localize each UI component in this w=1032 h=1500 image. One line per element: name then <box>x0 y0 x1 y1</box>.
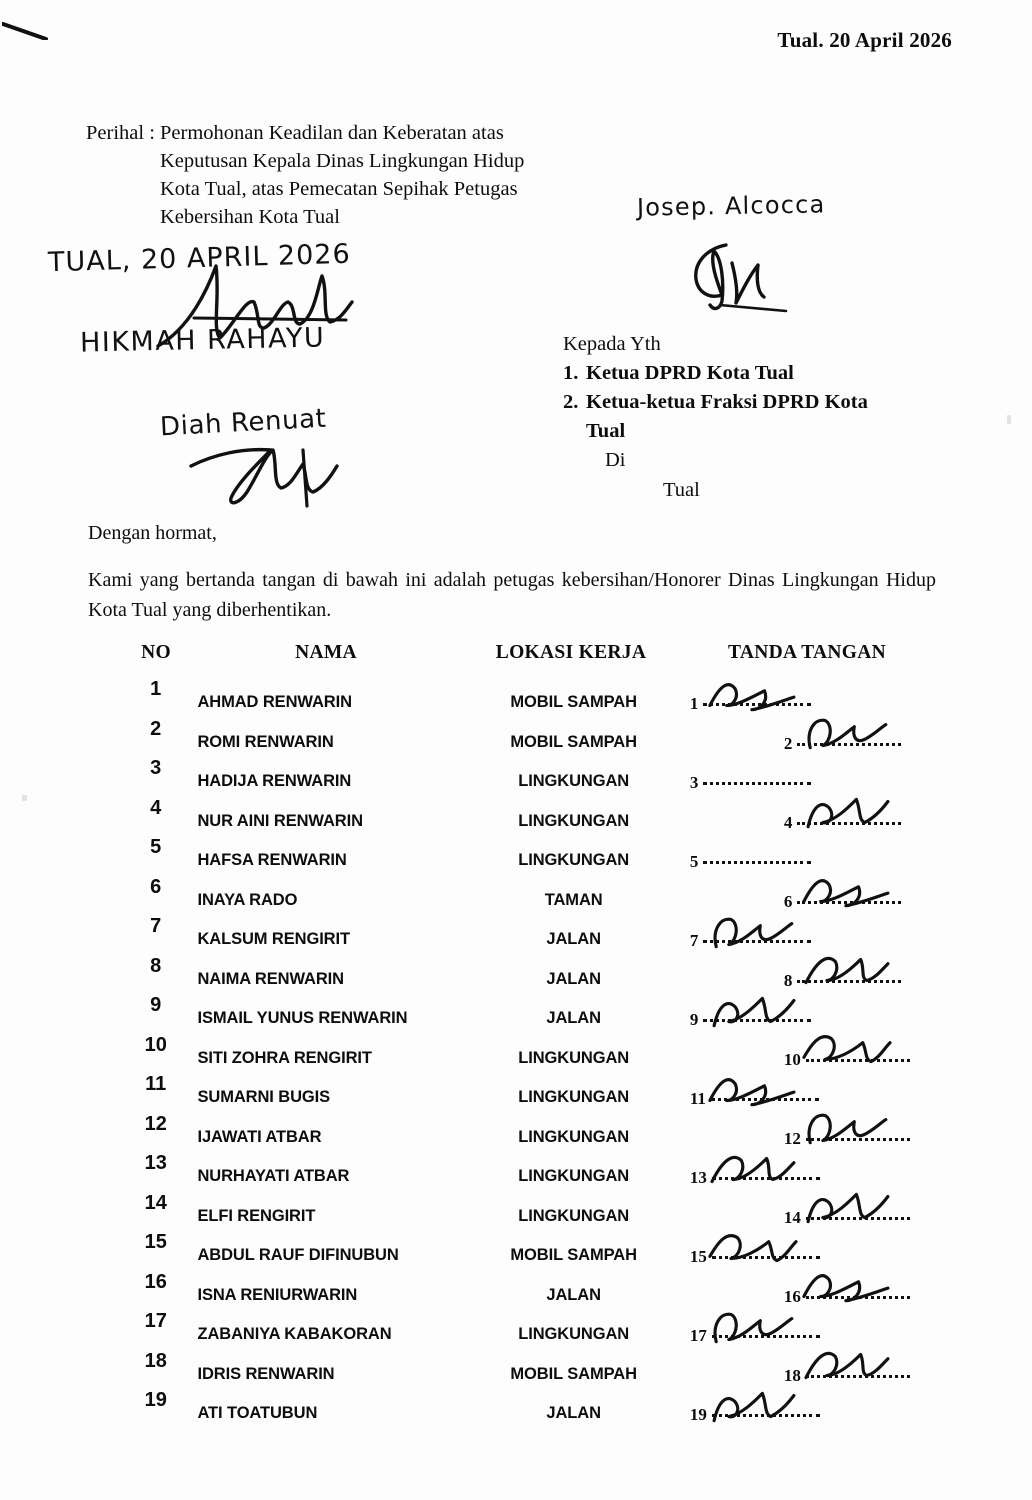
signature-line-number: 6 <box>783 891 793 911</box>
row-name: SITI ZOHRA RENGIRIT <box>197 1048 372 1067</box>
row-signature-cell[interactable] <box>684 757 932 797</box>
signature-line <box>690 1168 820 1188</box>
signature-dotted-line <box>703 859 811 864</box>
signature-line <box>690 1247 820 1267</box>
row-number: 16 <box>144 1270 167 1293</box>
table-row <box>120 915 932 955</box>
signature-line <box>784 892 902 912</box>
signature-line <box>784 1287 910 1307</box>
addressee-list <box>563 359 901 446</box>
addressee-item-label: Ketua-ketua Fraksi DPRD Kota Tual <box>586 391 868 443</box>
row-name: ELFI RENGIRIT <box>197 1206 316 1225</box>
signature-line <box>784 1129 910 1149</box>
signature-dotted-line <box>711 1096 819 1101</box>
scan-speck <box>1007 415 1011 424</box>
row-name: IDRIS RENWARIN <box>197 1364 335 1383</box>
row-signature-cell[interactable] <box>684 1231 932 1271</box>
row-signature-cell[interactable] <box>684 1389 932 1429</box>
row-number: 1 <box>150 678 162 700</box>
row-number: 12 <box>144 1112 167 1135</box>
scan-speck <box>22 795 27 801</box>
table-row <box>120 678 932 718</box>
signature-line <box>690 1010 812 1030</box>
row-name: HADIJA RENWARIN <box>197 772 352 790</box>
row-number: 5 <box>150 836 162 858</box>
addressee-di: Di <box>605 449 626 472</box>
row-name: NURHAYATI ATBAR <box>197 1167 350 1185</box>
signature-dotted-line <box>712 1175 820 1180</box>
body-paragraph: Kami yang bertanda tangan di bawah ini adalah petugas kebersihan/Honorer Dinas Lingkungan Hidup Kota Tual yang diberhentikan. <box>88 569 936 621</box>
row-signature-cell[interactable] <box>684 797 932 837</box>
table-row <box>120 955 932 995</box>
row-number: 6 <box>150 875 162 898</box>
table-body <box>120 678 932 1429</box>
signature-line-number: 12 <box>783 1128 801 1148</box>
perihal-line: Keputusan Kepala Dinas Lingkungan Hidup <box>160 149 525 172</box>
addressee-item-number: 1. <box>563 362 579 385</box>
signature-line <box>690 1405 820 1425</box>
table-row <box>120 876 932 916</box>
row-work-location: JALAN <box>546 1009 601 1027</box>
row-work-location: MOBIL SAMPAH <box>510 1364 637 1383</box>
table-row <box>120 1271 932 1311</box>
row-signature-cell[interactable] <box>684 1192 932 1232</box>
handwritten-name-hikmah: HIKMAH RAHAYU <box>79 322 326 359</box>
table-row <box>120 1350 932 1390</box>
row-name: ATI TOATUBUN <box>197 1404 318 1422</box>
row-number: 3 <box>150 757 162 779</box>
corner-pen-stroke-icon <box>2 22 50 40</box>
perihal-label: Perihal : <box>86 122 155 144</box>
row-signature-cell[interactable] <box>684 1350 932 1390</box>
row-number: 2 <box>150 717 162 740</box>
row-work-location: JALAN <box>546 1285 601 1304</box>
row-work-location: LINGKUNGAN <box>518 1325 630 1343</box>
table-row <box>120 718 932 758</box>
row-signature-cell[interactable] <box>684 1310 932 1350</box>
row-number: 11 <box>145 1073 167 1095</box>
row-work-location: MOBIL SAMPAH <box>510 732 637 751</box>
row-signature-cell[interactable] <box>684 955 932 995</box>
row-name: NAIMA RENWARIN <box>197 969 344 988</box>
signature-line <box>784 1208 910 1228</box>
row-number: 15 <box>144 1231 167 1253</box>
table-row <box>120 1389 932 1429</box>
table-row <box>120 1113 932 1153</box>
row-signature-cell[interactable] <box>684 1271 932 1311</box>
table-row <box>120 1231 932 1271</box>
row-work-location: MOBIL SAMPAH <box>510 693 637 711</box>
row-signature-cell[interactable] <box>684 876 932 916</box>
row-name: AHMAD RENWARIN <box>197 693 352 711</box>
row-work-location: LINGKUNGAN <box>518 811 630 830</box>
signature-line-number: 7 <box>689 931 699 950</box>
signature-line <box>690 931 812 951</box>
signature-dotted-line <box>703 1017 811 1022</box>
addressee-block <box>563 330 901 505</box>
row-work-location: JALAN <box>546 969 601 988</box>
signature-line-number: 4 <box>783 812 793 832</box>
signature-line-number: 3 <box>689 773 699 792</box>
row-signature-cell[interactable] <box>684 678 932 718</box>
signature-line <box>690 852 812 872</box>
row-name: ZABANIYA KABAKORAN <box>197 1325 392 1343</box>
addressee-item <box>563 388 901 446</box>
signature-line <box>690 1326 820 1346</box>
row-work-location: MOBIL SAMPAH <box>510 1246 637 1264</box>
table-row <box>120 1034 932 1074</box>
row-number: 7 <box>150 915 162 937</box>
handwritten-date-note: TUAL, 20 APRIL 2026 <box>47 238 352 279</box>
row-name: ISMAIL YUNUS RENWARIN <box>197 1009 408 1027</box>
signature-line-number: 11 <box>689 1089 706 1108</box>
signature-line <box>690 1089 819 1109</box>
addressee-item <box>563 359 901 388</box>
row-work-location: LINGKUNGAN <box>518 1127 630 1146</box>
row-number: 10 <box>144 1033 167 1056</box>
table-row <box>120 994 932 1034</box>
addressee-city: Tual <box>663 478 700 501</box>
signature-line-number: 19 <box>689 1405 707 1424</box>
handwritten-signature-diah <box>185 430 355 510</box>
row-work-location: TAMAN <box>544 890 603 909</box>
row-signature-cell[interactable] <box>684 915 932 955</box>
signature-line <box>690 694 812 714</box>
row-number: 4 <box>150 796 162 819</box>
signature-line-number: 16 <box>783 1286 801 1306</box>
row-work-location: LINGKUNGAN <box>518 851 630 869</box>
table-row <box>120 757 932 797</box>
perihal-block <box>86 120 576 232</box>
table-row <box>120 1310 932 1350</box>
table-row <box>120 797 932 837</box>
perihal-line: Kebersihan Kota Tual <box>160 205 340 228</box>
signature-line-number: 2 <box>783 733 793 753</box>
signature-line <box>784 1050 910 1070</box>
addressee-title: Kepada Yth <box>563 333 661 355</box>
row-number: 9 <box>150 994 162 1016</box>
row-signature-cell[interactable] <box>684 1152 932 1192</box>
signature-dotted-line <box>806 1294 910 1299</box>
signature-line <box>784 971 902 991</box>
document-date: Tual. 20 April 2026 <box>777 28 952 52</box>
signature-dotted-line <box>806 1215 910 1220</box>
column-header-nama: NAMA <box>295 642 357 663</box>
row-work-location: LINGKUNGAN <box>518 772 630 790</box>
handwritten-name-diah: Diah Renuat <box>159 403 328 443</box>
signature-line-number: 15 <box>689 1247 707 1266</box>
signature-line-number: 17 <box>689 1326 707 1345</box>
signature-line <box>784 734 902 754</box>
row-name: INAYA RADO <box>197 890 298 909</box>
row-number: 17 <box>144 1310 167 1332</box>
addressee-item-number: 2. <box>563 391 579 414</box>
row-number: 14 <box>144 1191 167 1214</box>
salutation: Dengan hormat, <box>88 522 217 544</box>
table-row <box>120 1192 932 1232</box>
row-name: KALSUM RENGIRIT <box>197 930 350 948</box>
row-work-location: LINGKUNGAN <box>518 1167 630 1185</box>
signature-line <box>690 773 812 793</box>
signature-dotted-line <box>703 938 811 943</box>
row-number: 8 <box>150 954 162 977</box>
table-row <box>120 1152 932 1192</box>
row-signature-cell[interactable] <box>684 718 932 758</box>
signature-dotted-line <box>797 978 901 983</box>
row-work-location: JALAN <box>546 930 601 948</box>
column-header-lokasi: LOKASI KERJA <box>495 642 647 663</box>
column-header-no: NO <box>141 642 171 663</box>
row-name: ABDUL RAUF DIFINUBUN <box>197 1246 399 1264</box>
row-signature-cell[interactable] <box>684 1073 932 1113</box>
handwritten-name-josep: Josep. Alcocca <box>636 190 826 222</box>
signature-dotted-line <box>712 1412 820 1417</box>
row-signature-cell[interactable] <box>684 836 932 876</box>
signature-dotted-line <box>806 1136 910 1141</box>
signature-dotted-line <box>797 820 901 825</box>
table-row <box>120 836 932 876</box>
row-name: ROMI RENWARIN <box>197 732 334 751</box>
table-header-row <box>120 642 932 664</box>
signature-dotted-line <box>806 1373 910 1378</box>
row-work-location: LINGKUNGAN <box>518 1206 630 1225</box>
signature-line-number: 10 <box>783 1049 801 1069</box>
signature-line-number: 13 <box>689 1168 707 1187</box>
row-number: 18 <box>144 1349 167 1372</box>
addressee-item-label: Ketua DPRD Kota Tual <box>586 362 794 385</box>
signature-line-number: 1 <box>689 694 699 713</box>
row-signature-cell[interactable] <box>684 1113 932 1153</box>
row-signature-cell[interactable] <box>684 994 932 1034</box>
signature-line-number: 18 <box>783 1365 801 1385</box>
signature-dotted-line <box>703 780 811 785</box>
signature-line <box>784 813 902 833</box>
signature-dotted-line <box>712 1254 820 1259</box>
signature-dotted-line <box>797 741 901 746</box>
signatory-table <box>120 642 932 1429</box>
perihal-line: Permohonan Keadilan dan Keberatan atas <box>160 122 504 144</box>
signature-line-number: 8 <box>783 970 793 990</box>
row-name: ISNA RENIURWARIN <box>197 1285 358 1304</box>
row-name: HAFSA RENWARIN <box>197 851 347 869</box>
row-signature-cell[interactable] <box>684 1034 932 1074</box>
signature-line <box>784 1366 910 1386</box>
row-name: SUMARNI BUGIS <box>197 1088 331 1106</box>
row-name: IJAWATI ATBAR <box>197 1127 322 1146</box>
signature-line-number: 9 <box>689 1010 699 1029</box>
signature-line-number: 14 <box>783 1207 801 1227</box>
table-row <box>120 1073 932 1113</box>
signature-dotted-line <box>806 1057 910 1062</box>
signature-dotted-line <box>703 701 811 706</box>
perihal-line: Kota Tual, atas Pemecatan Sepihak Petugas <box>160 177 518 200</box>
row-number: 19 <box>144 1389 167 1411</box>
row-work-location: LINGKUNGAN <box>518 1048 630 1067</box>
row-number: 13 <box>144 1152 167 1174</box>
signature-line-number: 5 <box>689 852 699 871</box>
handwritten-signature-josep <box>680 235 810 315</box>
row-work-location: LINGKUNGAN <box>518 1088 630 1106</box>
row-name: NUR AINI RENWARIN <box>197 811 363 830</box>
column-header-tanda-tangan: TANDA TANGAN <box>728 642 886 663</box>
signature-dotted-line <box>712 1333 820 1338</box>
perihal-lines <box>160 120 576 232</box>
signature-dotted-line <box>797 899 901 904</box>
row-work-location: JALAN <box>546 1404 601 1422</box>
